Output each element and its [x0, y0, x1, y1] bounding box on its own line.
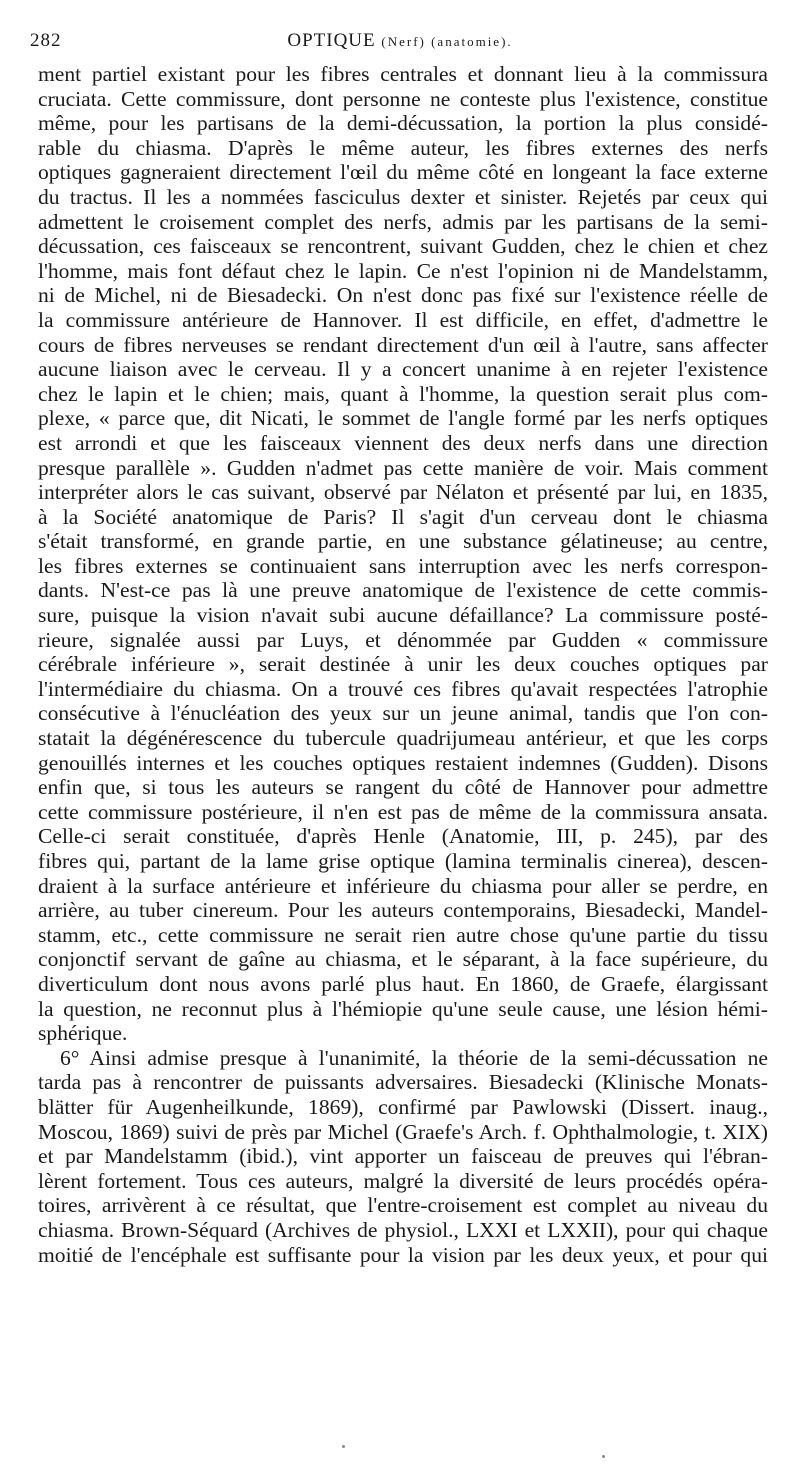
text-line: lèrent fortement. Tous ces auteurs, malgré la diversité de leurs procédés opéra- — [38, 1168, 768, 1193]
text-line: est arrondi et que les faisceaux viennent des deux nerfs dans une direction — [38, 430, 768, 455]
text-line: arrière, au tuber cinereum. Pour les auteurs contemporains, Biesadecki, Mandel- — [38, 898, 768, 923]
text-line: admettent le croisement complet des nerfs, admis par les partisans de la semi- — [38, 209, 768, 234]
text-line: et par Mandelstamm (ibid.), vint apporter un faisceau de preuves qui l'ébran- — [38, 1144, 768, 1169]
text-line: diverticulum dont nous avons parlé plus haut. En 1860, de Graefe, élargissant — [38, 971, 768, 996]
text-line: statait la dégénérescence du tubercule quadrijumeau antérieur, et que les corps — [38, 726, 768, 751]
running-head-title: OPTIQUE — [287, 30, 376, 51]
running-head — [30, 30, 770, 52]
text-line: dants. N'est-ce pas là une preuve anatomique de l'existence de cette commis- — [38, 578, 768, 603]
body-text — [38, 62, 768, 1267]
text-line: s'était transformé, en grande partie, en une substance gélatineuse; au centre, — [38, 529, 768, 554]
text-line: les fibres externes se continuaient sans interruption avec les nerfs correspon- — [38, 553, 768, 578]
running-head-subtitle: (Nerf) (anatomie). — [381, 34, 513, 49]
text-line: fibres qui, partant de la lame grise optique (lamina terminalis cinerea), descen- — [38, 849, 768, 873]
text-line: aucune liaison avec le cerveau. Il y a concert unanime à en rejeter l'existence — [38, 357, 768, 382]
text-line: chiasma. Brown-Séquard (Archives de physiol., LXXI et LXXII), pour qui chaque — [38, 1217, 768, 1242]
text-line: rable du chiasma. D'après le même auteur, les fibres externes des nerfs — [38, 135, 768, 160]
text-line: sphérique. — [38, 1021, 128, 1046]
text-line: genouillés internes et les couches optiques restaient indemnes (Gudden). Disons — [38, 750, 768, 775]
text-line: blätter für Augenheilkunde, 1869), confirmé par Pawlowski (Dissert. inaug., — [38, 1094, 768, 1119]
text-line: cérébrale inférieure », serait destinée à unir les deux couches optiques par — [38, 652, 768, 677]
text-line: ni de Michel, ni de Biesadecki. On n'est donc pas fixé sur l'existence réelle de — [38, 283, 768, 308]
text-line: Celle-ci serait constituée, d'après Henle (Anatomie, III, p. 245), par des — [38, 824, 768, 849]
text-line: draient à la surface antérieure et inférieure du chiasma pour aller se perdre, en — [38, 873, 768, 898]
text-line: 6° Ainsi admise presque à l'unanimité, la théorie de la semi-décussation ne — [60, 1045, 768, 1070]
text-line: plexe, « parce que, dit Nicati, le sommet de l'angle formé par les nerfs optiques — [38, 406, 768, 431]
text-line: cruciata. Cette commissure, dont personne ne conteste plus l'existence, constitue — [38, 86, 768, 111]
text-line: optiques gagneraient directement l'œil du même côté en longeant la face externe — [38, 160, 768, 185]
text-line: l'homme, mais font défaut chez le lapin. Ce n'est l'opinion ni de Mandelstamm, — [38, 258, 768, 283]
text-line: ment partiel existant pour les fibres centrales et donnant lieu à la commissura — [38, 62, 768, 86]
text-line: chez le lapin et le chien; mais, quant à l'homme, la question serait plus com- — [38, 381, 768, 406]
text-line: la commissure antérieure de Hannover. Il est difficile, en effet, d'admettre le — [38, 307, 768, 332]
text-line: du tractus. Il les a nommées fasciculus dexter et sinister. Rejetés par ceux qui — [38, 184, 768, 209]
text-line: presque parallèle ». Gudden n'admet pas cette manière de voir. Mais comment — [38, 455, 768, 480]
text-line: à la Société anatomique de Paris? Il s'agit d'un cerveau dont le chiasma — [38, 504, 768, 529]
text-line: tarda pas à rencontrer de puissants adversaires. Biesadecki (Klinische Monats- — [38, 1070, 768, 1095]
text-line: rieure, signalée aussi par Luys, et dénommée par Gudden « commissure — [38, 627, 768, 652]
text-line: cette commissure postérieure, il n'en est pas de même de la commissura ansata. — [38, 799, 768, 824]
text-line: cours de fibres nerveuses se rendant directement d'un œil à l'autre, sans affecter — [38, 332, 768, 357]
page-speck — [342, 1445, 345, 1448]
text-line: toires, arrivèrent à ce résultat, que l'entre-croisement est complet au niveau du — [38, 1193, 768, 1218]
text-line: conjonctif servant de gaîne au chiasma, et le séparant, à la face supérieure, du — [38, 947, 768, 972]
text-line: même, pour les partisans de la demi-décussation, la portion la plus considé- — [38, 111, 768, 136]
text-line: enfin que, si tous les auteurs se rangent du côté de Hannover pour admettre — [38, 775, 768, 800]
text-line: sure, puisque la vision n'avait subi aucune défaillance? La commissure posté- — [38, 603, 768, 628]
text-line: Moscou, 1869) suivi de près par Michel (Graefe's Arch. f. Ophthalmologie, t. XIX) — [38, 1119, 768, 1144]
text-line: décussation, ces faisceaux se rencontrent, suivant Gudden, chez le chien et chez — [38, 234, 768, 259]
text-line: la question, ne reconnut plus à l'hémiopie qu'une seule cause, une lésion hémi- — [38, 996, 768, 1021]
text-line: interpréter alors le cas suivant, observé par Nélaton et présenté par lui, en 1835, — [38, 480, 768, 505]
text-line: consécutive à l'énucléation des yeux sur un jeune animal, tandis que l'on con- — [38, 701, 768, 726]
page-speck — [602, 1455, 605, 1458]
text-line: stamm, etc., cette commissure ne serait rien autre chose qu'une partie du tissu — [38, 922, 768, 947]
text-line: moitié de l'encéphale est suffisante pour la vision par les deux yeux, et pour qui — [38, 1242, 768, 1267]
page-header — [30, 30, 770, 62]
text-line: l'intermédiaire du chiasma. On a trouvé ces fibres qu'avait respectées l'atrophie — [38, 676, 768, 701]
page-number: 282 — [30, 30, 62, 51]
